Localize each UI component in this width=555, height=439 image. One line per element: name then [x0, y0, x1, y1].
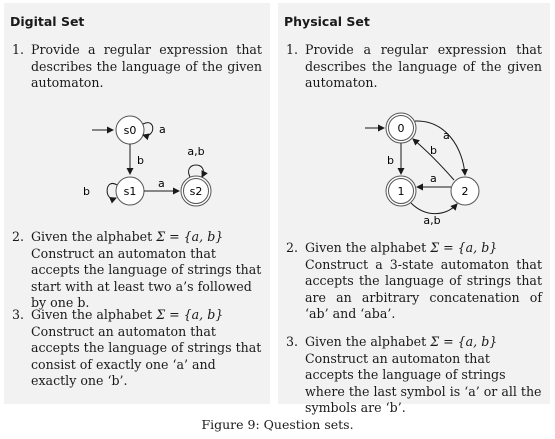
edge-2-1-label: a: [430, 172, 437, 185]
figure-caption: Figure 9: Question sets.: [201, 417, 354, 432]
edge-1-2-label: a,b: [423, 214, 441, 227]
question-text: Construct an automaton that accepts the language of strings that start with at least two a’s followed by one b.: [31, 245, 262, 310]
alphabet-expression: Σ = {a, b}: [430, 240, 498, 255]
state-2-label: 2: [461, 185, 469, 198]
physical-set-title: Physical Set: [284, 14, 370, 29]
physical-question-1: [286, 42, 542, 92]
question-lead: Given the alphabet: [305, 334, 431, 349]
question-text: Construct an automaton that accepts the language of strings that consist of exactly one ‘a’ and exactly one ‘b’.: [31, 323, 262, 388]
question-lead: Given the alphabet: [31, 307, 157, 322]
question-number: 1.: [12, 42, 25, 57]
physical-question-2: [286, 240, 542, 323]
s0-s1-label: b: [137, 154, 144, 167]
question-lead: Given the alphabet: [305, 240, 431, 255]
state-s2-label: s2: [189, 185, 203, 198]
alphabet-expression: Σ = {a, b}: [156, 307, 224, 322]
state-s0-label: s0: [123, 124, 137, 137]
physical-set-panel: [278, 3, 550, 415]
digital-question-2: [12, 229, 262, 312]
question-text: Provide a regular expression that describes the language of the given automaton.: [305, 42, 542, 90]
state-s1-label: s1: [123, 185, 137, 198]
digital-set-panel: [4, 3, 270, 404]
s0-loop-label: a: [159, 123, 166, 136]
state-0-label: 0: [397, 122, 405, 135]
s2-loop-label: a,b: [187, 145, 205, 158]
question-number: 3.: [12, 307, 25, 322]
edge-0-2-label: a: [443, 129, 450, 142]
question-lead: Given the alphabet: [31, 229, 157, 244]
digital-question-3: [12, 307, 262, 390]
digital-automaton-diagram: [4, 113, 270, 213]
question-text: Construct an automaton that accepts the language of strings where the last symbol is ‘a’ or all the symbols are ‘b’.: [305, 350, 542, 415]
s1-loop-label: b: [83, 185, 90, 198]
question-number: 3.: [286, 334, 299, 349]
physical-automaton-diagram: [278, 108, 550, 228]
question-number: 2.: [12, 229, 25, 244]
question-text: Construct a 3-state automaton that accepts the language of strings that are an arbitrary concatenation of ‘ab’ and ‘aba’.: [305, 256, 542, 321]
alphabet-expression: Σ = {a, b}: [156, 229, 224, 244]
edge-2-0-label: b: [430, 144, 437, 157]
question-number: 2.: [286, 240, 299, 255]
alphabet-expression: Σ = {a, b}: [430, 334, 498, 349]
question-text: Provide a regular expression that describes the language of the given automaton.: [31, 42, 262, 90]
state-1-label: 1: [397, 185, 405, 198]
physical-question-3: [286, 334, 542, 417]
digital-question-1: [12, 42, 262, 92]
question-number: 1.: [286, 42, 299, 57]
edge-0-1-label: b: [387, 154, 394, 167]
s1-s2-label: a: [158, 177, 165, 190]
digital-set-title: Digital Set: [10, 14, 85, 29]
